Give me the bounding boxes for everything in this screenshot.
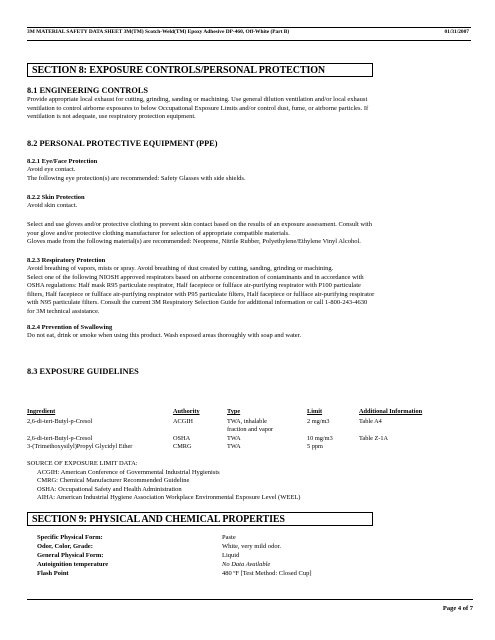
sources-title: SOURCE OF EXPOSURE LIMIT DATA: xyxy=(27,460,138,467)
prop-label: Autoignition temperature xyxy=(37,561,109,568)
col-authority: Authority xyxy=(173,408,200,415)
col-additional-info: Additional Information xyxy=(359,408,423,415)
prop-value: 480 ºF [Test Method: Closed Cup] xyxy=(222,570,312,577)
skin-protection-text: Avoid skin contact. xyxy=(27,202,78,209)
msds-page: 3M MATERIAL SAFETY DATA SHEET 3M(TM) Scotch-Weld(TM) Epoxy Adhesive DP-460, Off-White (Part B) 01/31/2007 SECTION 8: EXPOSURE CONTROLS/PERSONAL PROTECTION 8.1 ENGINEERING CONTROLS Provide appropriate local exhaust for cutting, grinding, sanding or machining. Use general dilution ventilation and/or local exhaust ventilation to control airborne exposures to below Occupational Exposure Limits and/or control dust, fume, or airborne particles. If ventilation is not adequate, use respiratory protection equipment. 8.2 PERSONAL PROTECTIVE EQUIPMENT (PPE) 8.2.1 Eye/Face Protection Avoid eye contact. The following eye protection(s) are recommended: Safety Glasses with side shields. 8.2.2 Skin Protection Avoid skin contact. Select and use gloves and/or protective clothing to prevent skin contact based on the results of an exposure assessment. Consult with your glove and/or protective clothing manufacturer for selection of appropriate compatible materials. Gloves made from the following material(s) are recommended: Neoprene, Nitrile Rubber, Polyethylene/Ethylene Vinyl Alcohol. 8.2.3 Respiratory Protection Avoid breathing of vapors, mists or spray. Avoid breathing of dust created by cutting, sanding, grinding or machining. Select one of the following NIOSH approved respirators based on airborne concentration of contaminants and in accordance with OSHA regulations: Half mask R95 particulate respirator, Half facepiece or fullface air-purifying respirator with P100 particulate filters, Half facepiece or fullface air-purifying respirator with P95 particulate filters, Half facepiece or fullface air-purifying respirator with N95 particulate filters. Consult the current 3M Respiratory Selection Guide for additional information or call 1-800-243-4630 for 3M technical assistance. 8.2.4 Prevention of Swallowing Do not eat, drink or smoke when using this product. Wash exposed areas thoroughly with soap and water. 8.3 EXPOSURE GUIDELINES Ingredient Authority Type Limit Additional Information 2,6-di-tert-Butyl-p-Cresol ACGIH TWA, inhalable 2 mg/m3 Table A4 fraction and vapor 2,6-di-tert-Butyl-p-Cresol OSHA TWA 10 mg/m3 Table Z-1A 3-(Trimethoxysilyl)Propyl Glycidyl Ether CMRG TWA 5 ppm SOURCE OF EXPOSURE LIMIT DATA: ACGIH: American Conference of Governmental Industrial Hygienists CMRG: Chemical Manufacturer Recommended Guideline OSHA: Occupational Safety and Health Administration AIHA: American Industrial Hygiene Association Workplace Environmental Exposure Level (WEEL) SECTION 9: PHYSICAL AND CHEMICAL PROPERTIES Specific Physical Form: Paste Odor, Color, Grade: White, very mild odor. General Physical Form: Liquid Autoignition temperature No Data Available Flash Point 480 ºF [Test Method: Closed Cup] Page 4 of 7 xyxy=(0,0,495,640)
prop-value: Liquid xyxy=(222,552,240,559)
respiratory-protection-text: Avoid breathing of vapors, mists or spray. Avoid breathing of dust created by cutting, sanding, grinding or machining. Select one of the following NIOSH approved respirators based on airborne concentration of contaminants and in accordance with OSHA regulations: Half mask R95 particulate respirator, Half facepiece or fullface air-purifying respirator with P100 particulate filters, Half facepiece or fullface air-purifying respirator with P95 particulate filters, Half facepiece or fullface air-purifying respirator with N95 particulate filters. Consult the current 3M Respiratory Selection Guide for additional information or call 1-800-243-4630 for 3M technical assistance. xyxy=(27,265,375,315)
col-type: Type xyxy=(227,408,241,415)
gloves-text: Select and use gloves and/or protective clothing to prevent skin contact based on the results of an exposure assessment. Consult with your glove and/or protective clothing manufacturer for selection of appropriate compatible materials. Gloves made from the following material(s) are recommended: Neoprene, Nitrile Rubber, Polyethylene/Ethylene Vinyl Alcohol. xyxy=(27,221,372,246)
document-date: 01/31/2007 xyxy=(444,29,469,35)
footer-divider xyxy=(27,599,473,600)
section-8-header xyxy=(27,63,373,77)
exposure-limit-sources: SOURCE OF EXPOSURE LIMIT DATA: ACGIH: American Conference of Governmental Industrial Hygienists CMRG: Chemical Manufacturer Recommended Guideline OSHA: Occupational Safety and Health Administration AIHA: American Industrial Hygiene Association Workplace Environmental Exposure Level (WEEL) xyxy=(27,460,473,503)
prop-label: Flash Point xyxy=(37,570,69,577)
heading-8-2-2: 8.2.2 Skin Protection xyxy=(27,194,85,201)
document-title: 3M MATERIAL SAFETY DATA SHEET 3M(TM) Scotch-Weld(TM) Epoxy Adhesive DP-460, Off-White (Part B) xyxy=(27,29,290,35)
section-9-header xyxy=(27,512,373,526)
heading-8-2: 8.2 PERSONAL PROTECTIVE EQUIPMENT (PPE) xyxy=(27,139,218,148)
col-ingredient: Ingredient xyxy=(27,408,56,415)
heading-8-2-3: 8.2.3 Respiratory Protection xyxy=(27,257,106,264)
eye-protection-text: Avoid eye contact. The following eye protection(s) are recommended: Safety Glasses with side shields. xyxy=(27,166,246,182)
section-9-title: SECTION 9: PHYSICAL AND CHEMICAL PROPERTIES xyxy=(32,514,285,525)
prop-label: General Physical Form: xyxy=(37,552,104,559)
prop-label: Odor, Color, Grade: xyxy=(37,543,93,550)
heading-8-2-1: 8.2.1 Eye/Face Protection xyxy=(27,158,98,165)
prop-label: Specific Physical Form: xyxy=(37,534,103,541)
prop-value: White, very mild odor. xyxy=(222,543,282,550)
col-limit: Limit xyxy=(307,408,323,415)
prop-value: No Data Available xyxy=(222,561,271,568)
prop-value: Paste xyxy=(222,534,236,541)
page-number: Page 4 of 7 xyxy=(442,605,473,612)
engineering-controls-text: Provide appropriate local exhaust for cutting, grinding, sanding or machining. Use general dilution ventilation and/or local exhaust ventilation to control airborne exposures to below Occupational Exposure Limits and/or control dust, fume, or airborne particles. If ventilation is not adequate, use respiratory protection equipment. xyxy=(27,96,369,121)
heading-8-3: 8.3 EXPOSURE GUIDELINES xyxy=(27,367,139,376)
heading-8-2-4: 8.2.4 Prevention of Swallowing xyxy=(27,324,113,331)
section-8-title: SECTION 8: EXPOSURE CONTROLS/PERSONAL PROTECTION xyxy=(32,65,326,76)
heading-8-1: 8.1 ENGINEERING CONTROLS xyxy=(27,86,149,95)
document-header xyxy=(27,27,471,41)
swallowing-text: Do not eat, drink or smoke when using this product. Wash exposed areas thoroughly with soap and water. xyxy=(27,332,302,339)
